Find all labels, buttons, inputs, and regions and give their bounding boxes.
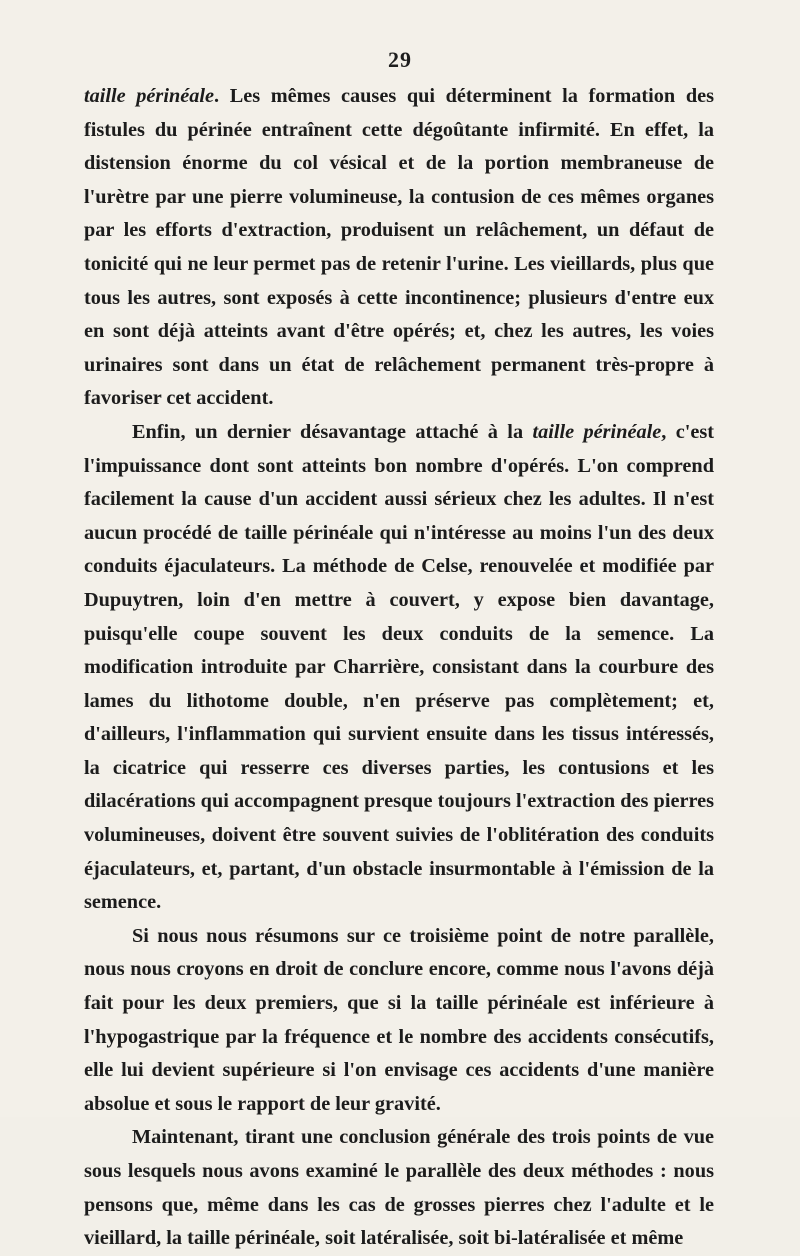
paragraph-2 bbox=[84, 416, 714, 920]
paragraph-4 bbox=[84, 1121, 714, 1255]
paragraph-text: Si nous nous résumons sur ce troisième point de notre parallèle, nous nous croyons en droit de conclure encore, comme nous l'avons déjà fait pour les deux premiers, que si la taille périnéale est inférieure à l'hypogastrique par la fréquence et le nombre des accidents consécutifs, elle lui devient supérieure si l'on envisage ces accidents d'une manière absolue et sous le rapport de leur gravité. bbox=[84, 924, 714, 1115]
italic-term: taille périnéale bbox=[532, 420, 662, 443]
paragraph-text: Enfin, un dernier désavantage attaché à la bbox=[132, 420, 533, 443]
paragraph-1 bbox=[84, 80, 714, 416]
paragraph-text: . Les mêmes causes qui déterminent la formation des fistules du périnée entraînent cette dégoûtante infirmité. En effet, la distension énorme du col vésical et de la portion membraneuse de l'urètre par une pierre volumineuse, la contusion de ces mêmes organes par les efforts d'extraction, produisent un relâchement, un défaut de tonicité qui ne leur permet pas de retenir l'urine. Les vieillards, plus que tous les autres, sont exposés à cette incontinence; plusieurs d'entre eux en sont déjà atteints avant d'être opérés; et, chez les autres, les voies urinaires sont dans un état de relâchement permanent très-propre à favoriser cet accident. bbox=[84, 85, 714, 410]
paragraph-3 bbox=[84, 920, 714, 1122]
page-number: 29 bbox=[388, 47, 412, 72]
paragraph-text: Maintenant, tirant une conclusion générale des trois points de vue sous lesquels nous avons examiné le parallèle des deux méthodes : nous pensons que, même dans les cas de grosses pierres chez l'adulte et le vieillard, la taille périnéale, soit latéralisée, soit bi-latéralisée et même bbox=[84, 1126, 714, 1250]
body-text bbox=[84, 80, 714, 1256]
paragraph-text: , c'est l'impuissance dont sont atteints bon nombre d'opérés. L'on comprend facilement la cause d'un accident aussi sérieux chez les adultes. Il n'est aucun procédé de taille périnéale qui n'intéresse au moins l'un des deux conduits éjaculateurs. La méthode de Celse, renouvelée et modifiée par Dupuytren, loin d'en mettre à couvert, y expose bien davantage, puisqu'elle coupe souvent les deux conduits de la semence. La modification introduite par Charrière, consistant dans la courbure des lames du lithotome double, n'en préserve pas complètement; et, d'ailleurs, l'inflammation qui survient ensuite dans les tissus intéressés, la cicatrice qui resserre ces diverses parties, les contusions et les dilacérations qui accompagnent presque toujours l'extraction des pierres volumineuses, doivent être souvent suivies de l'oblitération des conduits éjaculateurs, et, partant, d'un obstacle insurmontable à l'émission de la semence. bbox=[84, 420, 714, 914]
italic-term: taille périnéale bbox=[84, 85, 215, 107]
